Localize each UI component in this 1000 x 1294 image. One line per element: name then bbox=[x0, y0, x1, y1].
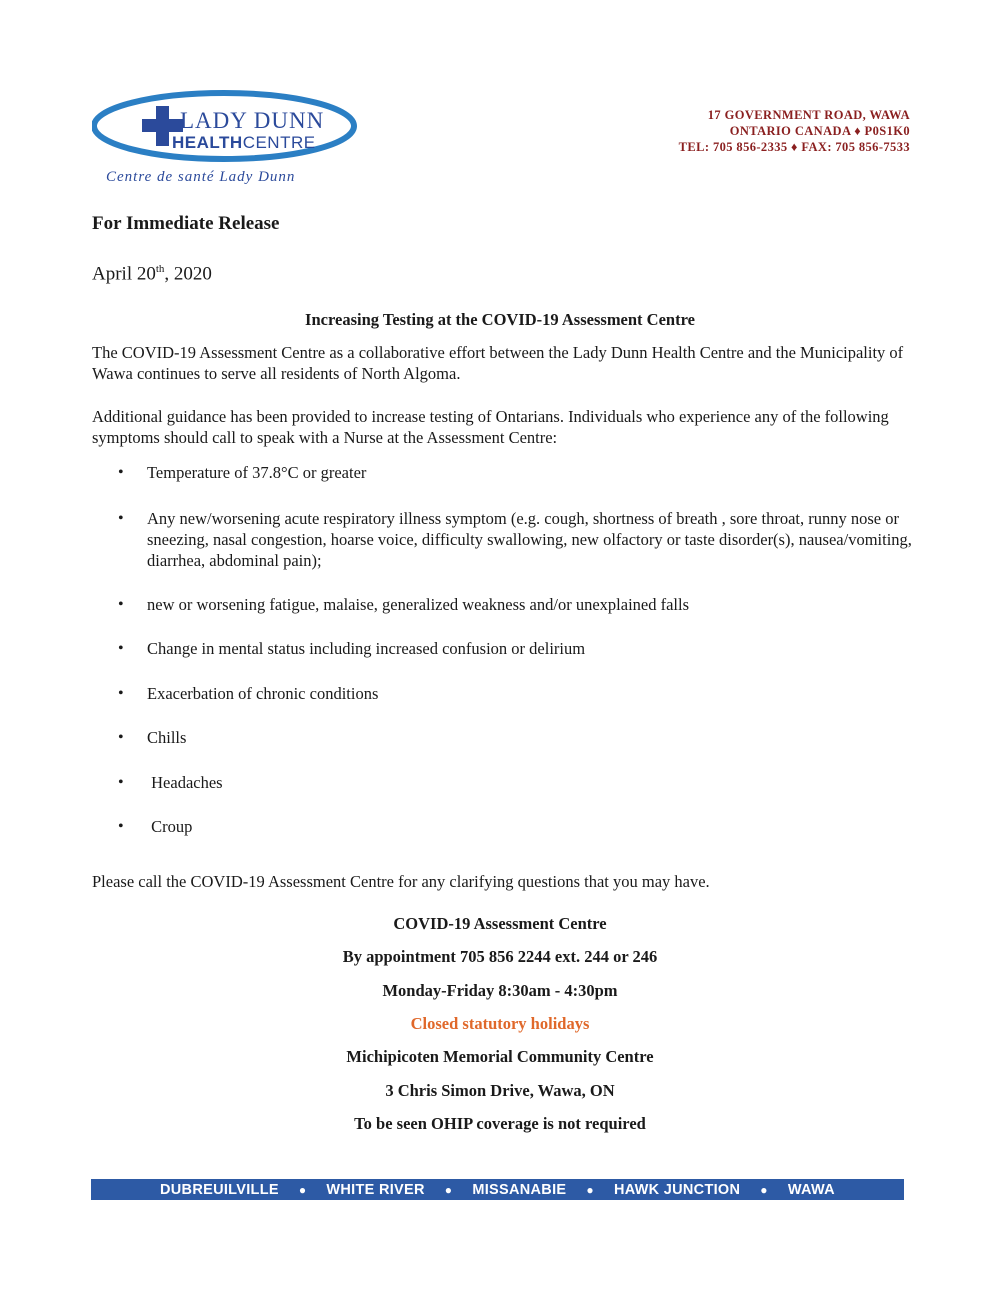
list-item: • Change in mental status including increased confusion or delirium bbox=[118, 639, 586, 658]
list-item: • Temperature of 37.8°C or greater bbox=[118, 463, 367, 482]
document-title: Increasing Testing at the COVID-19 Assessment Centre bbox=[305, 310, 695, 329]
bullet-icon: • bbox=[118, 685, 124, 702]
logo-line2: HEALTHCENTRE bbox=[172, 133, 316, 152]
list-item: • new or worsening fatigue, malaise, generalized weakness and/or unexplained falls bbox=[118, 595, 690, 614]
list-item: • Croup bbox=[118, 817, 193, 836]
contact-ohip: To be seen OHIP coverage is not required bbox=[354, 1114, 646, 1133]
closing-paragraph: Please call the COVID-19 Assessment Centre for any clarifying questions that you may have. bbox=[92, 872, 710, 891]
lady-dunn-logo bbox=[92, 90, 360, 190]
bullet-icon: • bbox=[118, 464, 124, 481]
separator-dot-icon: ● bbox=[298, 1182, 307, 1197]
address-line1: 17 GOVERNMENT ROAD, WAWA bbox=[707, 108, 910, 122]
footer-towns-bar bbox=[91, 1179, 904, 1200]
separator-dot-icon: ● bbox=[444, 1182, 453, 1197]
logo-line1: LADY DUNN bbox=[180, 108, 325, 133]
release-heading: For Immediate Release bbox=[92, 213, 280, 234]
contact-venue: Michipicoten Memorial Community Centre bbox=[346, 1047, 654, 1066]
list-item: • Chills bbox=[118, 728, 187, 747]
list-item: • Headaches bbox=[118, 773, 223, 792]
contact-holidays: Closed statutory holidays bbox=[410, 1014, 590, 1033]
contact-hours: Monday-Friday 8:30am - 4:30pm bbox=[382, 981, 618, 1000]
footer-town: DUBREUILVILLE bbox=[160, 1181, 279, 1198]
release-date: April 20th, 2020 bbox=[92, 263, 212, 285]
list-item: • Any new/worsening acute respiratory illness symptom (e.g. cough, shortness of breath , sore throat, runny nose or sneezing, nasal congestion, hoarse voice, difficulty swallowing, new olfactory or taste disorder(s), nausea/vomiting, diarrhea, abdominal pain); bbox=[118, 509, 912, 570]
contact-name: COVID-19 Assessment Centre bbox=[393, 914, 607, 933]
contact-street: 3 Chris Simon Drive, Wawa, ON bbox=[385, 1081, 615, 1100]
address-line2: ONTARIO CANADA ♦ P0S1K0 bbox=[729, 124, 910, 138]
intro-paragraph: The COVID-19 Assessment Centre as a collaborative effort between the Lady Dunn Health Centre and the Municipality of Wawa continues to serve all residents of North Algoma. bbox=[92, 343, 904, 383]
bullet-icon: • bbox=[118, 640, 124, 657]
separator-dot-icon: ● bbox=[760, 1182, 768, 1197]
bullet-icon: • bbox=[118, 729, 124, 746]
separator-dot-icon: ● bbox=[586, 1182, 594, 1197]
address-block bbox=[679, 107, 910, 155]
address-phone-fax: TEL: 705 856-2335 ♦ FAX: 705 856-7533 bbox=[678, 140, 910, 154]
bullet-icon: • bbox=[118, 774, 124, 791]
bullet-icon: • bbox=[118, 510, 124, 527]
logo-tagline: Centre de santé Lady Dunn bbox=[106, 169, 296, 185]
bullet-icon: • bbox=[118, 818, 124, 835]
contact-appointment: By appointment 705 856 2244 ext. 244 or 246 bbox=[342, 947, 658, 966]
footer-town: WHITE RIVER bbox=[326, 1181, 425, 1198]
guidance-paragraph: Additional guidance has been provided to increase testing of Ontarians. Individuals who experience any of the following symptoms should call to speak with a Nurse at the Assessment Centre: bbox=[92, 407, 889, 447]
list-item: • Exacerbation of chronic conditions bbox=[118, 684, 379, 703]
bullet-icon: • bbox=[118, 596, 124, 613]
footer-town: MISSANABIE bbox=[472, 1181, 567, 1198]
footer-town: HAWK JUNCTION bbox=[613, 1181, 741, 1198]
footer-town: WAWA bbox=[787, 1181, 835, 1198]
